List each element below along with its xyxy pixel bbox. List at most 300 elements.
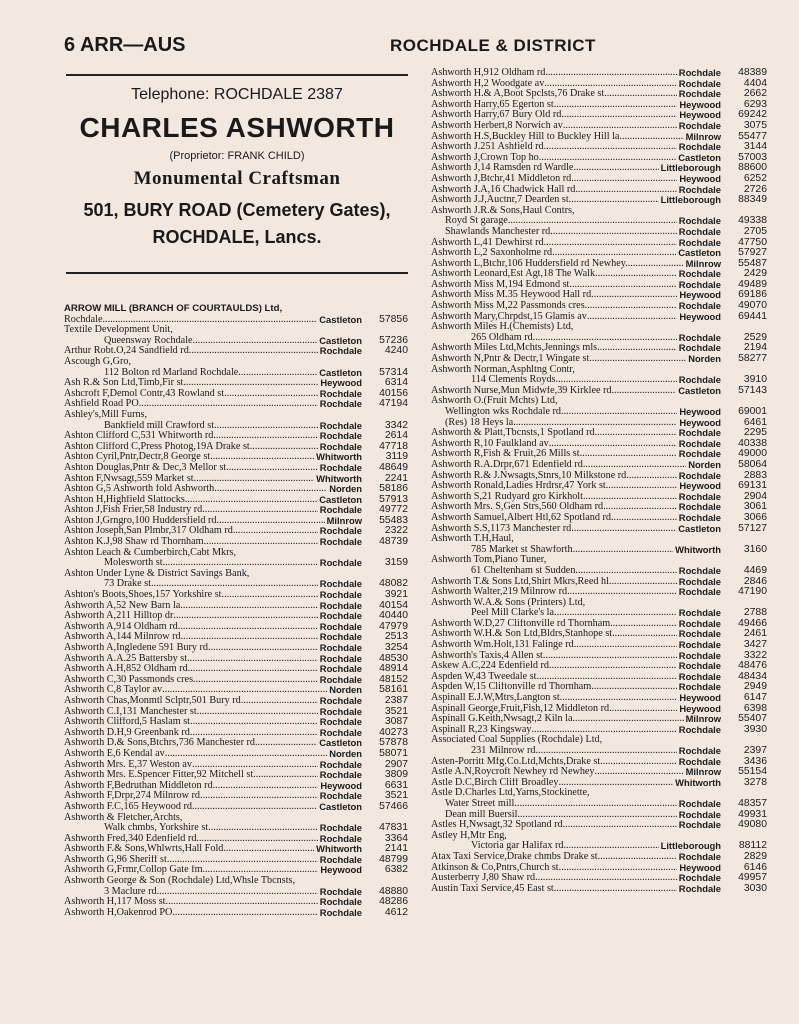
- listing-text: Ashton Cyril,Pntr,Dectr,8 George st: [64, 452, 211, 463]
- exchange-name: Rochdale: [319, 674, 362, 685]
- dot-leader: [583, 492, 677, 503]
- listing-line: [431, 513, 767, 524]
- phone-number: 2726: [743, 184, 767, 195]
- phone-number: 6398: [743, 703, 767, 714]
- listing-text: Ashworth Mary,Chrpdst,15 Glamis av: [431, 311, 587, 322]
- listing-name-line: Ashworth T.H,Haul,: [431, 533, 514, 545]
- dot-leader: [187, 654, 318, 665]
- dot-leader: [598, 852, 677, 863]
- listing-text: Ashworth Miss M.35 Heywood Hall rd: [431, 290, 592, 301]
- dot-leader: [208, 643, 318, 654]
- listing-entry: [431, 682, 767, 693]
- listing-text: Molesworth st..: [104, 558, 168, 569]
- listing-text: Queensway Rochdale..: [104, 335, 198, 346]
- dot-leader: [561, 110, 677, 121]
- listing-text: (Res) 18 Heys la: [445, 417, 514, 428]
- exchange-name: Rochdale: [678, 650, 721, 661]
- dot-leader: [166, 897, 318, 908]
- exchange-name: Rochdale: [678, 640, 721, 651]
- dot-leader: [543, 651, 677, 662]
- listing-line: [431, 343, 767, 354]
- listing-line: [431, 269, 767, 280]
- listing-entry: [64, 548, 408, 569]
- listing-text: Ashworth H,912 Oldham rd: [431, 68, 546, 78]
- listing-line: [64, 452, 408, 463]
- dot-leader: [188, 664, 318, 675]
- exchange-name: Rochdale: [319, 770, 362, 781]
- listing-text: Aspinall E.J.W,Mtrs,Langton st: [431, 693, 560, 704]
- dot-leader: [560, 693, 678, 704]
- listing-entry: [64, 876, 408, 897]
- ad-town: ROCHDALE, Lancs.: [152, 227, 322, 247]
- phone-number: 55407: [738, 714, 767, 725]
- listing-line: [431, 651, 767, 662]
- phone-number: 3278: [743, 777, 767, 788]
- listing-line: [431, 153, 767, 164]
- listing-entry: [431, 174, 767, 185]
- exchange-name: Rochdale: [319, 420, 362, 431]
- exchange-name: Rochdale: [319, 695, 362, 706]
- phone-number: 2529: [743, 332, 767, 343]
- exchange-name: Heywood: [320, 378, 362, 389]
- dot-leader: [517, 810, 676, 821]
- listing-text: Ashworth G,96 Sheriff st: [64, 854, 167, 865]
- phone-number: 3254: [384, 643, 408, 653]
- phone-number: 49338: [738, 216, 767, 227]
- listing-text: Ashworth Herbert,8 Norwich av: [431, 120, 563, 131]
- exchange-name: Norden: [688, 459, 721, 470]
- exchange-name: Rochdale: [319, 897, 362, 908]
- dot-leader: [162, 685, 327, 696]
- exchange-name: Norden: [688, 354, 721, 365]
- phone-number: 2241: [384, 473, 408, 484]
- listing-text: Atax Taxi Service,Drake chmbs Drake st: [431, 851, 598, 862]
- listing-line: [431, 884, 767, 895]
- dot-leader: [585, 301, 677, 312]
- dot-leader: [196, 834, 317, 845]
- listing-entry: [64, 495, 408, 506]
- listing-text: Ashworth J.A,16 Chadwick Hall rd: [431, 184, 576, 195]
- phone-number: 2295: [743, 428, 767, 439]
- dot-leader: [549, 661, 677, 672]
- listing-line: [431, 502, 767, 513]
- listing-entry: [431, 661, 767, 672]
- exchange-name: Rochdale: [319, 621, 362, 632]
- listing-text: Ashworth H.S,Buckley Hill to Buckley Hill la..: [431, 131, 625, 142]
- listing-line: [431, 79, 767, 90]
- listing-text: Aspinall G.Keith,Nwsagt,2 Kiln la: [431, 714, 573, 725]
- listing-text: Ashton G,5 Ashworth fold Ashworth: [64, 484, 215, 495]
- listing-line: [431, 100, 767, 111]
- listing-text: Ashworth C,30 Passmonds cres: [64, 674, 194, 685]
- divider-bottom: [66, 272, 408, 274]
- dot-leader: [619, 386, 676, 397]
- phone-number: 48082: [379, 579, 408, 590]
- phone-number: 2141: [384, 844, 408, 855]
- dot-leader: [514, 799, 676, 810]
- listing-entry: [431, 396, 767, 417]
- listing-entry: [431, 852, 767, 863]
- listing-line: [64, 643, 408, 654]
- listing-line: [64, 389, 408, 400]
- listing-line: [64, 844, 408, 855]
- listing-text: Ashton Joseph,San Plmbr,317 Oldham rd: [64, 526, 233, 537]
- listing-entry: [64, 738, 408, 749]
- listing-entry: [431, 481, 767, 492]
- listing-text: Ashworth F,Drpr,274 Milnrow rd: [64, 791, 201, 802]
- exchange-name: Rochdale: [678, 449, 721, 460]
- listing-entry: [431, 651, 767, 662]
- phone-number: 69441: [738, 311, 767, 322]
- listing-entry: [64, 664, 408, 675]
- listing-entry: [431, 68, 767, 79]
- dot-leader: [591, 682, 677, 693]
- phone-number: 3119: [385, 452, 408, 463]
- exchange-name: Rochdale: [678, 809, 721, 820]
- listing-line: [431, 619, 767, 630]
- phone-number: 6461: [743, 417, 767, 428]
- ad-trade: Monumental Craftsman: [133, 168, 341, 189]
- phone-number: 3159: [384, 558, 408, 569]
- listing-name-line: Ashworth J.R.& Sons,Haul Contrs,: [431, 204, 575, 216]
- listing-entry: [64, 304, 408, 325]
- listing-line: [64, 696, 408, 707]
- exchange-name: Rochdale: [319, 505, 362, 516]
- phone-number: 3930: [743, 724, 767, 735]
- listing-entry: [431, 619, 767, 630]
- exchange-name: Heywood: [679, 693, 721, 704]
- listing-line: [431, 640, 767, 651]
- dot-leader: [574, 640, 677, 651]
- listing-entry: [64, 897, 408, 908]
- phone-number: 58277: [738, 354, 767, 365]
- listing-name-line: Ascough G,Gro,: [64, 355, 132, 367]
- phone-number: 48286: [379, 897, 408, 908]
- listing-entry: [64, 325, 408, 346]
- phone-number: 55477: [738, 131, 767, 142]
- phone-number: 2662: [743, 89, 767, 100]
- listing-entry: [431, 238, 767, 249]
- dot-leader: [552, 248, 676, 259]
- phone-number: 6293: [743, 99, 767, 110]
- listing-line: [431, 132, 767, 143]
- listing-text: Ashworth A,Ingledene 591 Bury rd: [64, 643, 209, 653]
- listing-name-line: Ashley's,Mill Furns,: [64, 408, 148, 420]
- listing-text: Ashworth C.I,131 Manchester st: [64, 706, 197, 717]
- phone-number: 2614: [384, 431, 408, 442]
- listing-line: [431, 841, 767, 852]
- exchange-name: Castleton: [319, 367, 362, 378]
- listing-text: 3 Maclure rd..: [104, 886, 162, 897]
- listing-entry: [64, 717, 408, 728]
- listing-text: Ashworth R.A.Drpr,671 Edenfield rd: [431, 459, 583, 470]
- dot-leader: [200, 791, 318, 802]
- dot-leader: [550, 227, 677, 238]
- listing-name-line: Astley H,Mtr Eng,: [431, 829, 507, 841]
- exchange-name: Rochdale: [319, 579, 362, 590]
- listing-text: Ashworth Clifford,5 Haslam st: [64, 717, 191, 728]
- dot-leader: [573, 163, 658, 174]
- phone-number: 57143: [738, 385, 767, 396]
- listing-entry: [431, 439, 767, 450]
- exchange-name: Rochdale: [319, 833, 362, 844]
- listing-entry: [431, 502, 767, 513]
- phone-number: 2429: [743, 269, 767, 280]
- phone-number: 47831: [379, 823, 408, 834]
- listing-entry: [64, 611, 408, 622]
- listing-entry: [64, 484, 408, 495]
- directory-column-left: [64, 304, 408, 918]
- listing-line: [431, 428, 767, 439]
- listing-line: [64, 590, 408, 601]
- exchange-name: Heywood: [679, 99, 721, 110]
- listing-name-line: Ashworth George & Son (Rochdale) Ltd,Whsle Tbcnsts,: [64, 875, 296, 887]
- listing-text: Austerberry J,80 Shaw rd: [431, 873, 536, 884]
- listing-entry: [64, 696, 408, 707]
- listing-text: Bankfield mill Crawford st..: [104, 420, 220, 431]
- listing-text: Astle D.C,Birch Cliff Broadley: [431, 777, 559, 788]
- listing-line: [64, 749, 408, 760]
- dot-leader: [569, 280, 676, 291]
- listing-entry: [64, 622, 408, 633]
- listing-entry: [431, 79, 767, 90]
- listing-text: Ashworth F.C,165 Heywood rd: [64, 801, 192, 812]
- phone-number: 3364: [384, 833, 408, 844]
- dot-leader: [597, 343, 677, 354]
- listing-text: 61 Cheltenham st Sudden..: [471, 565, 581, 576]
- listing-text: Ashworth A.H,852 Oldham rd: [64, 664, 188, 675]
- dot-leader: [193, 675, 318, 686]
- exchange-name: Rochdale: [678, 618, 721, 629]
- listing-text: Dean mill Buersil: [445, 809, 518, 820]
- exchange-name: Castleton: [678, 523, 721, 534]
- listing-line: [64, 463, 408, 474]
- dot-leader: [165, 749, 327, 760]
- exchange-name: Littleborough: [660, 841, 721, 852]
- exchange-name: Heywood: [679, 290, 721, 301]
- listing-line: [431, 227, 767, 238]
- exchange-name: Rochdale: [678, 301, 721, 312]
- listing-text: Ashworth Chas,Monmtl Sclptr,501 Bury rd: [64, 695, 241, 706]
- listing-text: Ashworth R.& J.Nwsagts,Stnrs,10 Milkstone rd: [431, 470, 627, 481]
- exchange-name: Heywood: [679, 481, 721, 492]
- listing-line: [431, 746, 767, 757]
- phone-number: 2387: [384, 695, 408, 706]
- listing-text: Ashton Clifford C,Press Photog,19A Drake st..: [64, 441, 255, 452]
- exchange-name: Rochdale: [678, 851, 721, 862]
- exchange-name: Rochdale: [678, 216, 721, 227]
- exchange-name: Rochdale: [678, 226, 721, 237]
- listing-entry: [64, 431, 408, 442]
- listing-line: [64, 505, 408, 516]
- listing-line: [64, 707, 408, 718]
- listing-text: Ashworth A.A.25 Battersby st: [64, 653, 188, 664]
- phone-number: 57913: [379, 494, 408, 505]
- phone-number: 40156: [379, 388, 408, 399]
- exchange-name: Milnrow: [685, 258, 721, 269]
- phone-number: 6631: [384, 780, 408, 791]
- listing-entry: [64, 749, 408, 760]
- phone-number: 48434: [738, 671, 767, 682]
- dot-leader: [535, 873, 677, 884]
- phone-number: 3160: [743, 544, 767, 555]
- listing-entry: [431, 577, 767, 588]
- dot-leader: [620, 619, 676, 630]
- listing-line: [64, 495, 408, 506]
- phone-number: 3342: [384, 420, 408, 431]
- exchange-name: Heywood: [679, 110, 721, 121]
- listing-line: [431, 873, 767, 884]
- dot-leader: [190, 717, 318, 728]
- phone-number: 55483: [379, 515, 408, 526]
- listing-text: Ashworth Harry,67 Bury Old rd: [431, 110, 562, 121]
- listing-entry: [431, 290, 767, 301]
- listing-line: [64, 474, 408, 485]
- listing-text: Ashworth J,Crown Top ho: [431, 152, 539, 163]
- dot-leader: [219, 421, 318, 432]
- listing-text: Ashton Douglas,Pntr & Dec,3 Mellor st: [64, 462, 227, 473]
- listing-text: Asten-Porritt Mfg.Co.Ltd,Mchts,Drake st: [431, 756, 601, 767]
- listing-line: [64, 378, 408, 389]
- listing-text: Ashworth F,Bedruthan Middleton rd: [64, 780, 213, 791]
- listing-text: Aspinall George,Fruit,Fish,12 Middleton rd: [431, 703, 610, 714]
- dot-leader: [198, 336, 318, 347]
- exchange-name: Rochdale: [678, 587, 721, 598]
- dot-leader: [575, 185, 676, 196]
- dot-leader: [243, 368, 317, 379]
- phone-number: 58071: [379, 748, 408, 759]
- exchange-name: Rochdale: [319, 791, 362, 802]
- dot-leader: [561, 407, 677, 418]
- listing-text: 231 Milnrow rd..: [471, 746, 541, 756]
- exchange-name: Rochdale: [319, 886, 362, 897]
- dot-leader: [583, 460, 686, 471]
- exchange-name: Rochdale: [678, 565, 721, 576]
- listing-line: [431, 714, 767, 725]
- phone-number: 57236: [379, 335, 408, 346]
- listing-entry: [64, 410, 408, 431]
- dot-leader: [197, 707, 318, 718]
- listing-line: [64, 887, 408, 898]
- dot-leader: [578, 545, 674, 556]
- listing-entry: [431, 735, 767, 756]
- dot-leader: [210, 452, 314, 463]
- listing-entry: [64, 728, 408, 739]
- listing-entry: [431, 121, 767, 132]
- listing-text: Ashworth W.H.& Son Ltd,Bldrs,Stanhope st..: [431, 629, 618, 640]
- listing-text: Ashworth E,6 Kendal av: [64, 748, 165, 759]
- dot-leader: [595, 269, 677, 280]
- dot-leader: [569, 195, 659, 206]
- listing-entry: [431, 492, 767, 503]
- listing-text: Ashworth J,14 Ramsden rd Wardle: [431, 163, 574, 174]
- listing-text: Ashton J,Grngro,100 Huddersfield rd: [64, 515, 217, 526]
- listing-text: Walk chmbs, Yorkshire st..: [104, 823, 214, 834]
- exchange-name: Milnrow: [685, 767, 721, 778]
- listing-name-line: Ashworth O.(Fruit Mchts) Ltd,: [431, 395, 558, 407]
- exchange-name: Whitworth: [675, 777, 721, 788]
- phone-number: 3144: [743, 142, 767, 153]
- listing-text: Ashworth L,Btchr,106 Huddersfield rd Newhey..: [431, 258, 631, 269]
- phone-number: 58161: [379, 685, 408, 696]
- divider-top: [66, 74, 408, 76]
- listing-entry: [64, 389, 408, 400]
- phone-number: 49000: [738, 449, 767, 460]
- exchange-name: Milnrow: [685, 714, 721, 725]
- listing-entry: [431, 788, 767, 809]
- listing-entry: [64, 654, 408, 665]
- exchange-name: Rochdale: [678, 629, 721, 640]
- listing-line: [431, 301, 767, 312]
- listing-line: [431, 460, 767, 471]
- listing-entry: [431, 693, 767, 704]
- listing-text: Aspden W,15 Cliftonville rd Thornham: [431, 682, 592, 693]
- listing-line: [431, 407, 767, 418]
- listing-line: [431, 110, 767, 121]
- exchange-name: Rochdale: [319, 431, 362, 442]
- listing-line: [431, 481, 767, 492]
- exchange-name: Rochdale: [678, 671, 721, 682]
- listing-text: Ashton's Boots,Shoes,157 Yorkshire st: [64, 590, 222, 601]
- listing-line: [431, 185, 767, 196]
- listing-line: [64, 336, 408, 347]
- dot-leader: [571, 174, 677, 185]
- phone-number: 3809: [384, 770, 408, 781]
- exchange-name: Rochdale: [319, 717, 362, 728]
- phone-number: 2461: [743, 629, 767, 640]
- listing-text: 265 Oldham rd..: [471, 332, 538, 343]
- dot-leader: [162, 887, 318, 898]
- listing-text: Ashworth Walter,219 Milnrow rd: [431, 587, 568, 598]
- exchange-name: Rochdale: [319, 653, 362, 664]
- listing-entry: [431, 449, 767, 460]
- directory-column-right: [431, 68, 767, 894]
- listing-line: [431, 449, 767, 460]
- listing-name-line: Astle D.Charles Ltd,Yarns,Stockinette,: [431, 787, 590, 799]
- exchange-name: Rochdale: [319, 558, 362, 569]
- phone-number: 47979: [379, 621, 408, 632]
- phone-number: 47750: [738, 237, 767, 248]
- dot-leader: [549, 439, 677, 450]
- dot-leader: [222, 590, 318, 601]
- exchange-name: Rochdale: [678, 798, 721, 809]
- phone-number: 55487: [738, 258, 767, 269]
- dot-leader: [213, 431, 317, 442]
- listing-line: [431, 810, 767, 821]
- phone-number: 2904: [743, 491, 767, 502]
- listing-line: [431, 89, 767, 100]
- page-header: [64, 34, 764, 60]
- dot-leader: [213, 823, 318, 834]
- phone-number: 2829: [743, 851, 767, 862]
- listing-text: Ashworth Mrs. S,Gen Strs,560 Oldham rd: [431, 502, 604, 513]
- dot-leader: [172, 908, 317, 919]
- listing-text: Ashworth A,914 Oldham rd: [64, 621, 178, 632]
- exchange-name: Heywood: [320, 780, 362, 791]
- listing-entry: [64, 463, 408, 474]
- exchange-name: Heywood: [679, 407, 721, 417]
- listing-entry: [64, 516, 408, 527]
- listing-text: Ashworth J.J,Auctnr,7 Dearden st: [431, 195, 569, 206]
- listing-line: [64, 770, 408, 781]
- dot-leader: [139, 399, 318, 410]
- listing-text: Ashworth Leonard,Est Agt,18 The Walk: [431, 269, 596, 280]
- listing-line: [431, 799, 767, 810]
- exchange-name: Rochdale: [678, 512, 721, 523]
- dot-leader: [226, 463, 318, 474]
- exchange-name: Castleton: [319, 801, 362, 812]
- phone-number: 3521: [384, 791, 408, 802]
